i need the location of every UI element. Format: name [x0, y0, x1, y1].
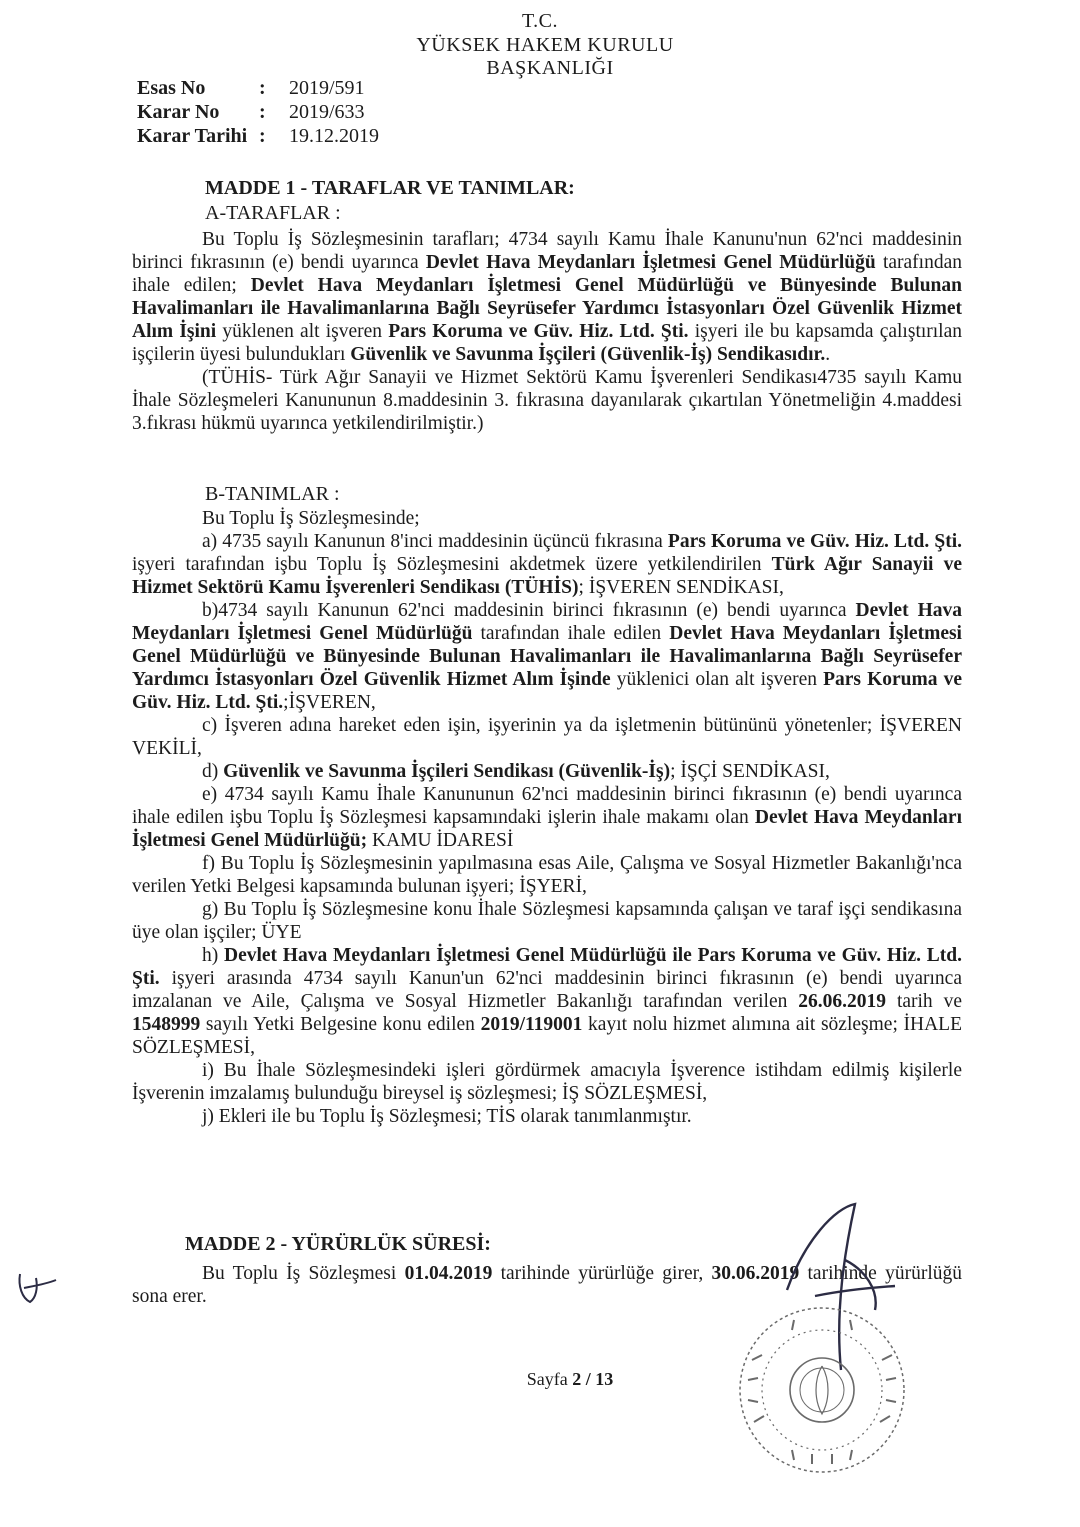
- definition-c: [132, 714, 962, 760]
- esas-colon: :: [259, 77, 266, 99]
- text-run: tarafından ihale edilen;: [132, 252, 962, 296]
- karar-colon: :: [259, 101, 266, 123]
- taraflar-paragraph: [132, 228, 962, 366]
- text-run: i) Bu İhale Sözleşmesindeki işleri gördürmek amacıyla İşverence istihdam edilmiş kişilerle İşverenin imzalamış bulunduğu bireysel iş sözleşmesi; İŞ SÖZLEŞMESİ,: [132, 1060, 962, 1104]
- text-run: tarihinde yürürlüğü sona erer.: [132, 1263, 962, 1307]
- tuhis-note: (TÜHİS- Türk Ağır Sanayii ve Hizmet Sektörü Kamu İşverenleri Sendikası4735 sayılı Kamu İhale Sözleşmeleri Kanununun 8.maddesinin 3. fıkrasına dayanılarak çıkartılan Yönetmeliğin 4.maddesi 3.fıkrası hükmü uyarınca yetkilendirilmiştir.): [132, 367, 962, 434]
- tarih-row: [137, 124, 409, 148]
- bold-run: Devlet Hava Meydanları İşletmesi Genel Müdürlüğü ile Pars Koruma ve Güv. Hiz. Ltd. Şti.: [132, 945, 962, 989]
- bold-run: 2019/119001: [480, 1014, 583, 1035]
- text-run: h): [202, 945, 224, 966]
- official-seal-stamp: [722, 1300, 922, 1480]
- text-run: kayıt nolu hizmet alımına ait sözleşme; İHALE SÖZLEŞMESİ,: [132, 1014, 962, 1058]
- text-run: işyeri arasında 4734 sayılı Kanun'un 62'nci maddesinin birinci fıkrasının (e) bendi uyarınca imzalanan ve Aile, Çalışma ve Sosyal Hizmetler Bakanlığı tarafından verilen: [132, 968, 962, 1012]
- header-organization: YÜKSEK HAKEM KURULU: [416, 34, 674, 56]
- definition-e: [132, 783, 962, 852]
- bold-run: 1548999: [132, 1014, 201, 1035]
- text-run: KAMU İDARESİ: [367, 830, 514, 851]
- karar-label: Karar No: [137, 101, 220, 123]
- definition-j: [132, 1105, 962, 1128]
- text-run: g) Bu Toplu İş Sözleşmesine konu İhale Sözleşmesi kapsamında çalışan ve taraf işçi sendikasına üye olan işçiler; ÜYE: [132, 899, 962, 943]
- text-run: e) 4734 sayılı Kamu İhale Kanununun 62'nci maddesinin birinci fıkrasının (e) bendi uyarınca ihale edilen işbu Toplu İş Sözleşmesi kapsamındaki işlerin ihale makamı olan: [132, 784, 962, 828]
- text-run: ; İŞÇİ SENDİKASI,: [670, 761, 830, 782]
- bold-run: Devlet Hava Meydanları İşletmesi Genel Müdürlüğü: [425, 252, 876, 273]
- bold-run: 26.06.2019: [798, 991, 887, 1012]
- esas-row: [137, 76, 409, 100]
- bold-run: 01.04.2019: [404, 1263, 493, 1284]
- text-run: .: [825, 344, 831, 365]
- taraflar-block: [132, 228, 962, 435]
- bold-run: Pars Koruma ve Güv. Hiz. Ltd. Şti.: [388, 321, 689, 342]
- tarih-label: Karar Tarihi: [137, 125, 248, 147]
- karar-row: [137, 100, 409, 124]
- text-run: Bu Toplu İş Sözleşmesi: [202, 1263, 405, 1284]
- madde2-heading: MADDE 2 - YÜRÜRLÜK SÜRESİ:: [185, 1233, 491, 1255]
- text-run: c) İşveren adına hareket eden işin, işyerinin ya da işletmenin bütününü yönetenler; İŞVEREN VEKİLİ,: [132, 715, 962, 759]
- bold-run: Güvenlik ve Savunma İşçileri Sendikası (Güvenlik-İş): [223, 761, 671, 782]
- bold-run: Devlet Hava Meydanları İşletmesi Genel Müdürlüğü ve Bünyesinde Bulunan Havalimanları ile Havalimanlarına Bağlı Seyrüsefer Yardımcı İstasyonları Özel Güvenlik Hizmet Alım İşini: [132, 275, 962, 342]
- text-run: a) 4735 sayılı Kanunun 8'inci maddesinin üçüncü fıkrasına: [202, 531, 668, 552]
- text-run: tarafından ihale edilen: [472, 623, 670, 644]
- text-run: işyeri tarafından işbu Toplu İş Sözleşmesini akdetmek üzere yetkilendirilen: [132, 554, 772, 575]
- text-run: f) Bu Toplu İş Sözleşmesinin yapılmasına esas Aile, Çalışma ve Sosyal Hizmetler Bakanlığı'nca verilen Yetki Belgesi kapsamında bulunan işyeri; İŞYERİ,: [132, 853, 962, 897]
- text-run: tarihinde yürürlüğe girer,: [492, 1263, 712, 1284]
- madde1-heading: MADDE 1 - TARAFLAR VE TANIMLAR:: [205, 177, 575, 199]
- tanimlar-intro: Bu Toplu İş Sözleşmesinde;: [202, 508, 420, 529]
- text-run: işyeri ile bu kapsamda çalıştırılan işçilerin üyesi bulundukları: [132, 321, 963, 365]
- b-tanimlar-heading: B-TANIMLAR :: [205, 483, 340, 505]
- page-number: [500, 1369, 640, 1390]
- definition-i: [132, 1059, 962, 1105]
- definition-g: [132, 898, 962, 944]
- page-prefix: Sayfa: [526, 1369, 573, 1389]
- definition-b: [132, 599, 962, 714]
- bold-run: Türk Ağır Sanayii ve Hizmet Sektörü Kamu İşverenleri Sendikası (TÜHİS): [132, 554, 963, 598]
- esas-label: Esas No: [137, 77, 206, 99]
- a-taraflar-heading: A-TARAFLAR :: [205, 202, 341, 224]
- text-run: ; İŞVEREN SENDİKASI,: [578, 577, 784, 598]
- definition-h: [132, 944, 962, 1059]
- text-run: d): [202, 761, 224, 782]
- bold-run: Devlet Hava Meydanları İşletmesi Genel Müdürlüğü;: [132, 807, 962, 851]
- bold-run: Pars Koruma ve Güv. Hiz. Ltd. Şti.: [132, 669, 963, 713]
- text-run: ;İŞVEREN,: [283, 692, 376, 713]
- bold-run: 30.06.2019: [711, 1263, 800, 1284]
- text-run: j) Ekleri ile bu Toplu İş Sözleşmesi; TİS olarak tanımlanmıştır.: [202, 1106, 692, 1127]
- bold-run: Güvenlik ve Savunma İşçileri (Güvenlik-İş) Sendikasıdır.: [350, 344, 826, 365]
- case-meta: [137, 76, 409, 148]
- text-run: Bu Toplu İş Sözleşmesinin tarafları; 4734 sayılı Kamu İhale Kanunu'nun 62'nci maddesinin birinci fıkrasının (e) bendi uyarınca: [132, 229, 962, 273]
- page-current: 2: [572, 1369, 582, 1389]
- tarih-value: 19.12.2019: [289, 125, 379, 147]
- text-run: tarih ve: [886, 991, 962, 1012]
- page-separator: /: [581, 1369, 596, 1389]
- esas-value: 2019/591: [289, 77, 365, 99]
- bold-run: Devlet Hava Meydanları İşletmesi Genel Müdürlüğü: [132, 600, 962, 644]
- header-tc: T.C.: [521, 10, 559, 32]
- page-total: 13: [595, 1369, 614, 1389]
- definition-a: [132, 530, 962, 599]
- text-run: sayılı Yetki Belgesine konu edilen: [200, 1014, 481, 1035]
- tanimlar-block: [132, 507, 962, 1128]
- text-run: b)4734 sayılı Kanunun 62'nci maddesinin birinci fıkrasının (e) bendi uyarınca: [202, 600, 856, 621]
- text-run: yüklenici olan alt işveren: [610, 669, 824, 690]
- definition-f: [132, 852, 962, 898]
- tarih-colon: :: [259, 125, 266, 147]
- definition-d: [132, 760, 962, 783]
- bold-run: Pars Koruma ve Güv. Hiz. Ltd. Şti.: [667, 531, 962, 552]
- bold-run: Devlet Hava Meydanları İşletmesi Genel Müdürlüğü ve Bünyesinde Bulunan Havalimanları ile Havalimanlarına Bağlı Seyrüsefer Yardımcı İstasyonları Özel Güvenlik Hizmet Alım İşinde: [132, 623, 962, 690]
- header-department: BAŞKANLIĞI: [486, 57, 614, 79]
- karar-value: 2019/633: [289, 101, 365, 123]
- text-run: yüklenen alt işveren: [216, 321, 389, 342]
- margin-initial-mark: [14, 1268, 58, 1308]
